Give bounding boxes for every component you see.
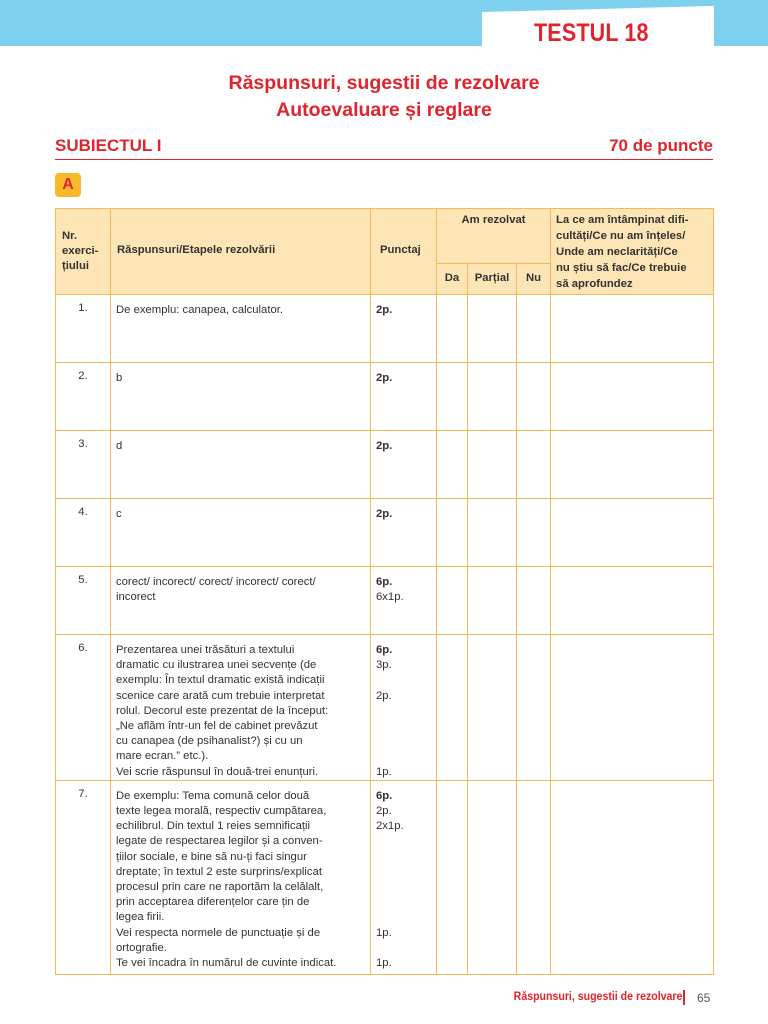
score-line [376,749,431,764]
score-line: 6p. [376,789,393,802]
checkbox-partial [468,431,517,499]
checkbox-da [437,363,468,431]
score-cell [371,780,437,974]
checkbox-partial [468,567,517,635]
exercise-number: 4. [56,499,111,567]
score-line: 1p. [376,765,392,778]
answer-line: De exemplu: Tema comună celor două [116,789,310,802]
answers-table [55,208,714,975]
checkbox-da [437,635,468,781]
score-line: 2x1p. [376,820,404,833]
exercise-number: 7. [56,780,111,974]
score-cell [371,363,437,431]
header-da: Da [437,264,468,295]
exercise-number: 5. [56,567,111,635]
section-header [55,134,713,160]
checkbox-da [437,295,468,363]
footer-separator [683,990,685,1005]
answer-line: rolul. Decorul este prezentat de la început: [116,704,329,717]
answer-line: prin acceptarea diferențelor care țin de [116,896,310,909]
answer-line: legate de respectarea legilor și a conven- [116,835,323,848]
table-row [56,780,714,974]
answer-line: d [116,440,123,452]
score-line: 1p. [376,926,392,939]
section-name: SUBIECTUL I [55,136,162,155]
header-partial: Parțial [468,264,517,295]
answer-line: ortografie. [116,941,167,954]
score-line [376,704,431,719]
part-badge: A [55,173,81,197]
answer-cell [111,780,371,974]
score-line: 2p. [376,805,392,818]
answer-line: dreptate; în textul 2 este surprins/explicat [116,865,322,878]
test-label: TESTUL 18 [534,19,649,47]
score-line [376,834,431,849]
score-line: 2p. [376,508,393,520]
checkbox-nu [517,431,551,499]
score-line: 2p. [376,372,393,384]
answer-line: c [116,508,122,520]
score-line [376,673,431,688]
table-row [56,363,714,431]
checkbox-da [437,431,468,499]
answer-line: Vei scrie răspunsul în două-trei enunțuri. [116,765,319,778]
header-nu: Nu [517,264,551,295]
score-cell [371,635,437,781]
checkbox-da [437,499,468,567]
answer-line: Prezentarea unei trăsături a textului [116,644,295,656]
difficulties-cell [551,635,714,781]
score-line: 2p. [376,440,393,452]
answer-line: procesul prin care ne raportăm la celălalt, [116,881,324,894]
score-line: 2p. [376,304,393,316]
header-score: Punctaj [371,209,437,295]
checkbox-da [437,567,468,635]
difficulties-cell [551,295,714,363]
difficulties-cell [551,567,714,635]
checkbox-partial [468,363,517,431]
answer-line: țiilor sociale, e bine să nu-ți faci singur [116,850,307,863]
exercise-number: 2. [56,363,111,431]
page-number: 65 [697,991,711,1005]
table-row [56,499,714,567]
answer-line: exemplu: În textul dramatic există indicații [116,674,325,687]
header-nr: Nr. exerci- țiului [56,209,111,295]
answer-line: dramatic cu ilustrarea unei secvențe (de [116,659,317,672]
score-line: 6p. [376,576,393,588]
checkbox-partial [468,295,517,363]
header-answers: Răspunsuri/Etapele rezolvării [111,209,371,295]
header-difficulties: La ce am întâmpinat difi- cultăți/Ce nu am înțeles/ Unde am neclarități/Ce nu știu să fac/Ce trebuie să aprofundez [551,209,714,295]
score-line [376,880,431,895]
score-line: 3p. [376,659,392,672]
checkbox-nu [517,780,551,974]
difficulties-cell [551,499,714,567]
difficulties-cell [551,431,714,499]
score-line [376,850,431,865]
answer-cell [111,567,371,635]
answer-line: Te vei încadra în numărul de cuvinte indicat. [116,957,337,970]
score-line [376,941,431,956]
answer-line: mare ecran.” etc.). [116,750,209,763]
checkbox-nu [517,499,551,567]
checkbox-partial [468,635,517,781]
checkbox-nu [517,363,551,431]
answer-line: b [116,372,123,384]
answer-cell [111,295,371,363]
score-cell [371,499,437,567]
page-footer [0,990,768,1006]
score-line: 2p. [376,689,392,702]
checkbox-nu [517,567,551,635]
checkbox-da [437,780,468,974]
answer-line: corect/ incorect/ corect/ incorect/ corect/ [116,576,316,588]
checkbox-partial [468,780,517,974]
exercise-number: 1. [56,295,111,363]
answer-cell [111,635,371,781]
answer-cell [111,363,371,431]
checkbox-partial [468,499,517,567]
score-line [376,865,431,880]
answer-line: De exemplu: canapea, calculator. [116,304,284,316]
score-line [376,734,431,749]
exercise-number: 6. [56,635,111,781]
header-solved: Am rezolvat [437,209,551,264]
score-line [376,895,431,910]
page-title-line2: Autoevaluare și reglare [276,99,492,121]
score-line [376,910,431,925]
score-cell [371,567,437,635]
table-row [56,635,714,781]
table-row [56,567,714,635]
page-title-line1: Răspunsuri, sugestii de rezolvare [228,72,540,94]
score-cell [371,295,437,363]
answer-line: texte legea morală, respectiv cumpătarea, [116,805,327,818]
answer-line: „Ne aflăm într-un fel de cabinet prevăzut [116,720,318,733]
section-points: 70 de puncte [609,136,713,155]
difficulties-cell [551,363,714,431]
answer-cell [111,431,371,499]
checkbox-nu [517,295,551,363]
score-cell [371,431,437,499]
answer-line: legea firii. [116,911,165,924]
answer-line: cu canapea (de psihanalist?) și cu un [116,735,303,748]
table-row [56,295,714,363]
answer-line: echilibrul. Din textul 1 reies semnificații [116,820,311,833]
table-row [56,431,714,499]
checkbox-nu [517,635,551,781]
score-line: 6p. [376,644,393,656]
difficulties-cell [551,780,714,974]
score-line: 1p. [376,956,392,969]
score-line: 6x1p. [376,591,404,604]
exercise-number: 3. [56,431,111,499]
answer-line: Vei respecta normele de punctuație și de [116,926,321,939]
answer-line: incorect [116,591,156,604]
score-line [376,719,431,734]
answer-line: scenice care arată cum trebuie interpretat [116,689,325,702]
answer-cell [111,499,371,567]
footer-label: Răspunsuri, sugestii de rezolvare [513,991,682,1003]
